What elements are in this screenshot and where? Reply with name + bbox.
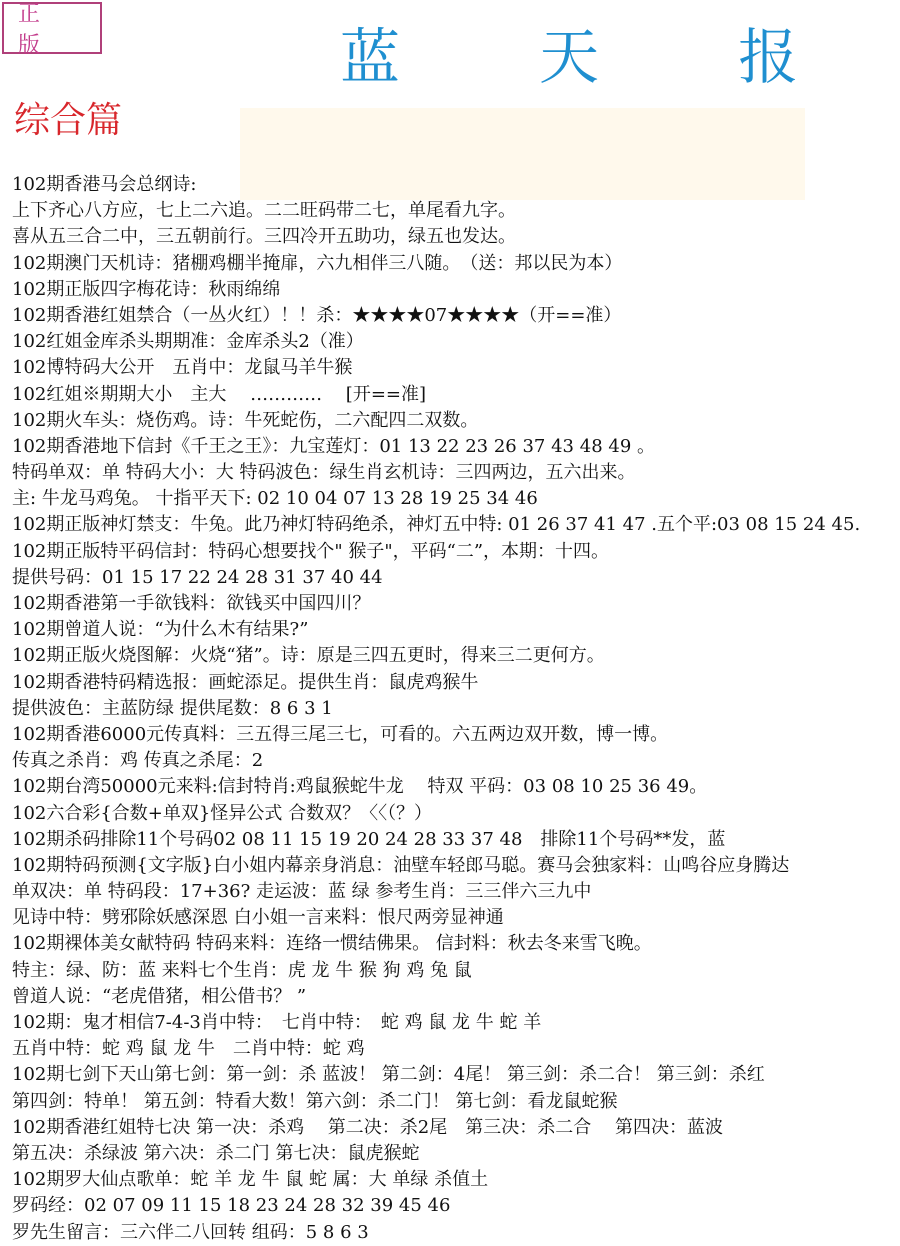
text-line: 102期香港6000元传真料：三五得三尾三七，可看的。六五两边双开数，博一博。: [12, 723, 669, 745]
text-line: 102期香港特码精选报：画蛇添足。提供生肖：鼠虎鸡猴牛: [12, 671, 479, 693]
text-line: 102期火车头：烧伤鸡。诗：牛死蛇伤，二六配四二双数。: [12, 409, 479, 431]
text-line: 102期七剑下天山第七剑：第一剑：杀 蓝波！ 第二剑：4尾！ 第三剑：杀二合！ 第三剑：杀红: [12, 1064, 765, 1086]
text-line: 喜从五三合二中，三五朝前行。三四冷开五助功，绿五也发达。: [12, 226, 516, 248]
text-line: 102期正版火烧图解：火烧“猪”。诗：原是三四五更时，得来三二更何方。: [12, 645, 605, 667]
text-line: 102期：鬼才相信7-4-3肖中特： 七肖中特： 蛇 鸡 鼠 龙 牛 蛇 羊: [12, 1012, 542, 1033]
text-line: 提供号码：01 15 17 22 24 28 31 37 40 44: [12, 566, 383, 588]
content-lines: [12, 172, 897, 1246]
text-line: 特主：绿、防：蓝 来料七个生肖：虎 龙 牛 猴 狗 鸡 兔 鼠: [12, 959, 472, 981]
official-edition-badge: 正 版: [2, 2, 102, 54]
text-line: 传真之杀肖：鸡 传真之杀尾：2: [12, 750, 264, 772]
text-line: 102期台湾50000元来料:信封特肖:鸡鼠猴蛇牛龙 特双 平码：03 08 10 25 36 49。: [12, 776, 708, 798]
newspaper-title: 蓝 天 报: [340, 23, 859, 93]
text-line: 单双决：单 特码段：17+36? 走运波：蓝 绿 参考生肖：三三伴六三九中: [12, 881, 592, 903]
text-line: 提供波色：主蓝防绿 提供尾数：8 6 3 1: [12, 697, 333, 719]
text-line: 主: 牛龙马鸡兔。 十指平天下: 02 10 04 07 13 28 19 25 34 46: [12, 488, 538, 510]
text-line: 102期香港马会总纲诗:: [12, 174, 197, 195]
text-line: 102期杀码排除11个号码02 08 11 15 19 20 24 28 33 37 48 排除11个号码**发，蓝: [12, 828, 726, 850]
section-title: 综合篇: [14, 100, 123, 141]
text-line: 102期裸体美女献特码 特码来料：连络一惯结佛果。 信封料：秋去冬来雪飞晚。: [12, 933, 652, 955]
text-line: 102期特码预测{文字版}白小姐内幕亲身消息：油壁车轻郎马聪。赛马会独家料：山鸣谷应身腾达: [12, 854, 790, 876]
text-line: 102期香港红姐特七决 第一决：杀鸡 第二决：杀2尾 第三决：杀二合 第四决：蓝波: [12, 1116, 723, 1138]
text-line: 102博特码大公开 五肖中：龙鼠马羊牛猴: [12, 357, 353, 379]
text-line: 102期香港红姐禁合（一丛火红）！！杀：★★★★07★★★★（开==准）: [12, 304, 622, 326]
text-line: 102六合彩{合数+单双}怪异公式 合数双？〈〈（？）: [12, 802, 433, 824]
text-line: 第五决：杀绿波 第六决：杀二门 第七决：鼠虎猴蛇: [12, 1142, 420, 1164]
text-line: 第四剑：特单！ 第五剑：特看大数！第六剑：杀二门！ 第七剑：看龙鼠蛇猴: [12, 1090, 618, 1112]
text-line: 102红姐金库杀头期期准：金库杀头2（准）: [12, 331, 364, 353]
text-line: 罗码经：02 07 09 11 15 18 23 24 28 32 39 45 46: [12, 1195, 451, 1217]
text-line: 特码单双：单 特码大小：大 特码波色：绿生肖玄机诗：三四两边，五六出来。: [12, 462, 636, 484]
text-line: 见诗中特：劈邪除妖感深恩 白小姐一言来料：恨尺两旁显神通: [12, 907, 504, 929]
text-line: 102期澳门天机诗：猪棚鸡棚半掩扉，六九相伴三八随。 （送：邦以民为本）: [12, 252, 623, 274]
text-line: 102期曾道人说：“为什么木有结果?”: [12, 619, 309, 641]
text-line: 罗先生留言：三六伴二八回转 组码：5 8 6 3: [12, 1221, 369, 1243]
text-line: 五肖中特：蛇 鸡 鼠 龙 牛 二肖中特：蛇 鸡: [12, 1038, 365, 1060]
text-line: 102期正版特平码信封：特码心想要找个" 猴子"，平码“二”，本期：十四。: [12, 540, 610, 562]
text-line: 曾道人说：“老虎借猪，相公借书？ ”: [12, 985, 307, 1007]
text-line: 102期正版神灯禁支：牛兔。此乃神灯特码绝杀，神灯五中特: 01 26 37 41 47 .五个平:03 08 15 24 45.: [12, 514, 861, 536]
text-line: 102期香港地下信封《千王之王》：九宝莲灯：01 13 22 23 26 37 43 48 49 。: [12, 435, 655, 457]
text-line: 102期罗大仙点歌单：蛇 羊 龙 牛 鼠 蛇 属：大 单绿 杀值土: [12, 1169, 489, 1191]
text-line: 上下齐心八方应，七上二六追。二二旺码带二七，单尾看九字。: [12, 200, 516, 222]
text-line: 102期香港第一手欲钱料：欲钱买中国四川？: [12, 593, 371, 614]
text-line: 102期正版四字梅花诗：秋雨绵绵: [12, 278, 281, 300]
text-line: 102红姐※期期大小 主大 ………… [开==准]: [12, 383, 427, 405]
